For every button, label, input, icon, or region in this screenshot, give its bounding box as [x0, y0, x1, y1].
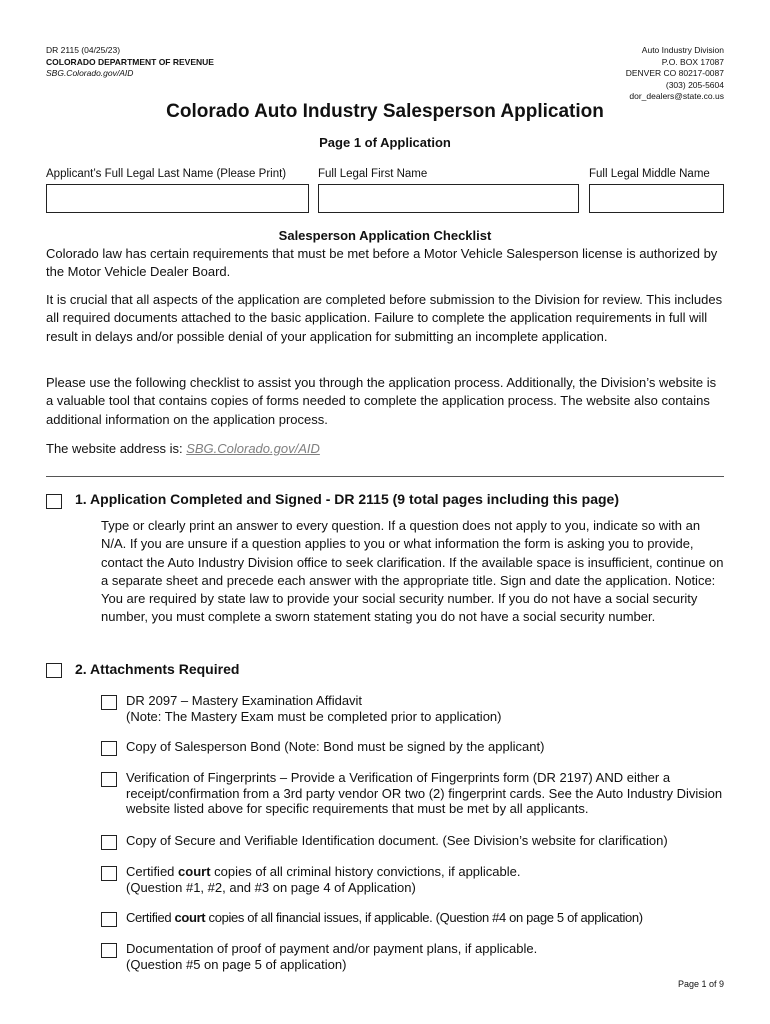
item-identification: Copy of Secure and Verifiable Identification document. (See Division’s website for clarification): [126, 833, 668, 848]
item-financial-bold: court: [174, 910, 206, 925]
checklist-title: Salesperson Application Checklist: [278, 228, 492, 243]
contact-email: dor_dealers@state.co.us: [629, 91, 724, 101]
header-left: [46, 45, 214, 80]
first-name-label: Full Legal First Name: [318, 168, 428, 180]
section1-checkbox[interactable]: [46, 494, 62, 509]
item-checkbox-bond[interactable]: [101, 741, 117, 756]
item-criminal-line1: [126, 864, 726, 880]
website-link[interactable]: SBG.Colorado.gov/AID: [186, 441, 320, 456]
checklist-para-2: [46, 291, 726, 346]
item-financial: [126, 910, 726, 926]
section1-heading: 1. Application Completed and Signed - DR 2115 (9 total pages including this page): [75, 491, 619, 507]
page-number: Page 1 of 9: [677, 979, 724, 989]
item-criminal-line2: (Question #1, #2, and #3 on page 4 of Application): [126, 879, 416, 895]
item-checkbox-identification[interactable]: [101, 835, 117, 850]
checklist-para-3: [46, 374, 726, 429]
page-title: Colorado Auto Industry Salesperson Application: [166, 101, 604, 122]
section2-heading: 2. Attachments Required: [75, 661, 240, 677]
item-criminal-prefix: Certified: [126, 864, 179, 879]
department-name: COLORADO DEPARTMENT OF REVENUE: [46, 56, 214, 67]
item-criminal-suffix: copies of all criminal history convictions, if applicable.: [210, 864, 521, 879]
checklist-intro: [46, 245, 726, 282]
header-website: SBG.Colorado.gov/AID: [46, 68, 134, 78]
division-name: Auto Industry Division: [641, 45, 724, 55]
intro-paragraph-1: Colorado law has certain requirements that must be met before a Motor Vehicle Salesperson license is authorized by the Motor Vehicle Dealer Board.: [46, 246, 718, 280]
item-criminal-bold: court: [178, 864, 211, 879]
city-zip: DENVER CO 80217-0087: [625, 68, 724, 78]
last-name-label: Applicant’s Full Legal Last Name (Please Print): [46, 168, 287, 180]
first-name-field[interactable]: [318, 184, 579, 213]
item-fingerprints: Verification of Fingerprints – Provide a Verification of Fingerprints form (DR 2197) AND either a receipt/confirmation from a 3rd party vendor OR two (2) fingerprint cards. See the Auto Industry Division website listed above for specific requirements that must be met by all applicants.: [126, 770, 723, 817]
intro-paragraph-3: Please use the following checklist to assist you through the application process. Additionally, the Division’s website is a valuable tool that contains copies of forms needed to complete the application process. The website also contains additional information on the application process.: [46, 375, 717, 427]
item-bond: Copy of Salesperson Bond (Note: Bond must be signed by the applicant): [126, 739, 545, 754]
intro-paragraph-2: It is crucial that all aspects of the application are completed before submission to the Division for review. This includes all required documents attached to the basic application. Failure to complete the application requirements in full will result in delays and/or possible denial of your application for submitting an incomplete application.: [46, 292, 723, 344]
item-checkbox-fingerprints[interactable]: [101, 772, 117, 787]
item-checkbox-payment[interactable]: [101, 943, 117, 958]
last-name-field[interactable]: [46, 184, 309, 213]
item-checkbox-financial[interactable]: [101, 912, 117, 927]
item-financial-prefix: Certified: [126, 910, 175, 925]
website-prefix: The website address is:: [46, 441, 187, 456]
item-mastery-line2: (Note: The Mastery Exam must be completed prior to application): [126, 708, 502, 724]
item-mastery: [126, 693, 726, 724]
divider: [46, 476, 724, 477]
item-financial-suffix: copies of all financial issues, if applicable. (Question #4 on page 5 of application): [205, 910, 643, 925]
section2-checkbox[interactable]: [46, 663, 62, 678]
item-payment-line1: Documentation of proof of payment and/or payment plans, if applicable.: [126, 941, 538, 956]
website-line: [46, 440, 726, 458]
po-box: P.O. BOX 17087: [661, 56, 724, 67]
item-checkbox-criminal[interactable]: [101, 866, 117, 881]
item-mastery-line1: DR 2097 – Mastery Examination Affidavit: [126, 693, 363, 708]
item-checkbox-mastery[interactable]: [101, 695, 117, 710]
middle-name-label: Full Legal Middle Name: [589, 168, 710, 180]
form-id: DR 2115 (04/25/23): [46, 45, 121, 55]
header-right: [626, 45, 724, 103]
section1-body: Type or clearly print an answer to every question. If a question does not apply to you, indicate so with an N/A. If you are unsure if a question applies to you or what information the form is asking you to provide, contact the Auto Industry Division office to seek clarification. If the available space is insufficient, continue on a separate sheet and precede each answer with the appropriate title. Sign and date the application. Notice: You are required by state law to provide your social security number. If you do not have a social security number, you must complete a sworn statement stating you do not have a social security number.: [101, 518, 724, 625]
phone-number: (303) 205-5604: [665, 79, 724, 90]
item-payment: [126, 941, 726, 972]
middle-name-field[interactable]: [589, 184, 724, 213]
item-payment-line2: (Question #5 on page 5 of application): [126, 956, 347, 972]
page-subtitle: Page 1 of Application: [319, 135, 451, 150]
item-criminal: [126, 864, 726, 895]
